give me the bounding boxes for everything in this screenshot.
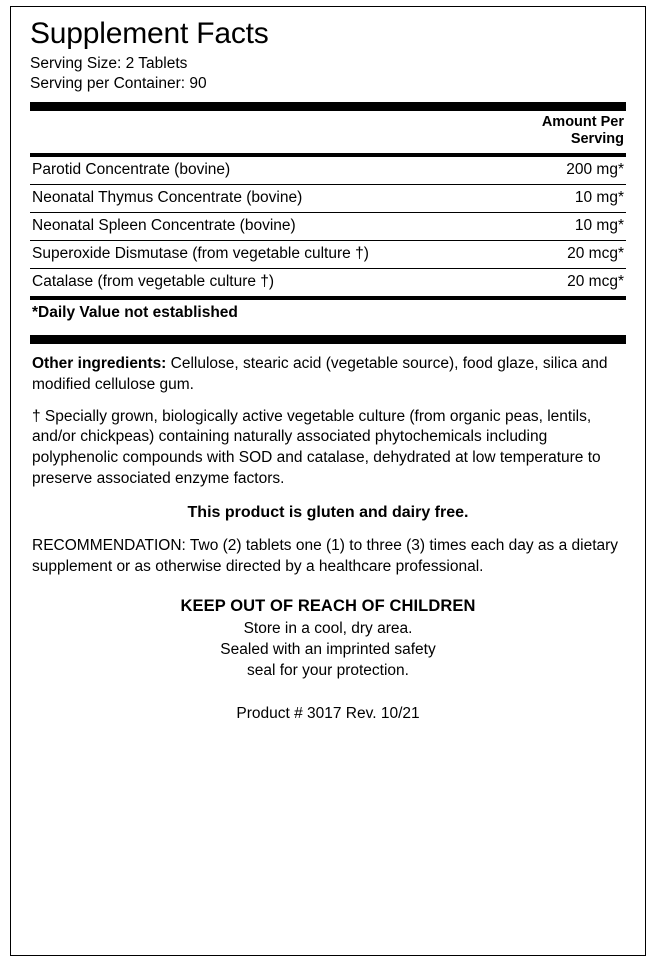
table-row <box>30 213 626 241</box>
nutrient-amount: 200 mg* <box>537 157 626 185</box>
other-ingredients <box>30 354 626 396</box>
nutrition-table <box>30 157 626 296</box>
storage-line-2: Sealed with an imprinted safety <box>220 641 436 659</box>
table-row <box>30 157 626 185</box>
nutrient-amount: 20 mcg* <box>567 273 624 291</box>
recommendation-text: Two (2) tablets one (1) to three (3) times each day as a dietary supplement or as otherwise directed by a healthcare professional. <box>32 536 619 575</box>
nutrient-amount: 10 mg* <box>537 213 626 241</box>
recommendation <box>30 536 626 578</box>
page-title: Supplement Facts <box>30 17 269 50</box>
amount-per-serving-header <box>30 111 626 153</box>
amount-header-line-1: Amount Per <box>541 113 624 130</box>
recommendation-label: RECOMMENDATION: <box>32 536 186 554</box>
servings-per-container: Serving per Container: 90 <box>30 74 207 92</box>
keep-out-of-reach-heading: KEEP OUT OF REACH OF CHILDREN <box>180 597 476 616</box>
storage-line-3: seal for your protection. <box>247 661 409 679</box>
nutrient-name: Parotid Concentrate (bovine) <box>30 157 537 185</box>
nutrient-name: Superoxide Dismutase (from vegetable culture †) <box>30 241 537 269</box>
table-row <box>30 269 626 297</box>
serving-size: Serving Size: 2 Tablets <box>30 54 188 72</box>
nutrient-amount: 10 mg* <box>537 185 626 213</box>
nutrient-name: Neonatal Thymus Concentrate (bovine) <box>30 185 537 213</box>
storage-line-1: Store in a cool, dry area. <box>243 620 413 638</box>
label-content <box>18 10 638 723</box>
nutrient-name: Neonatal Spleen Concentrate (bovine) <box>30 213 537 241</box>
daily-value-note: *Daily Value not established <box>32 304 238 322</box>
divider-thick-top <box>30 102 626 111</box>
table-row <box>30 185 626 213</box>
other-ingredients-text: Cellulose, stearic acid (vegetable source), food glaze, silica and modified cellulose gum. <box>32 355 608 393</box>
storage-instructions <box>30 619 626 681</box>
dagger-footnote: † Specially grown, biologically active vegetable culture (from organic peas, lentils, and/or chickpeas) containing naturally associated phytochemicals including polyphenolic compounds with SOD and catalase, dehydrated at low temperature to preserve associated enzyme factors. <box>32 407 601 487</box>
amount-header-line-2: Serving <box>570 131 624 148</box>
gluten-dairy-free-note: This product is gluten and dairy free. <box>187 503 469 521</box>
table-row <box>30 241 626 269</box>
product-number-revision: Product # 3017 Rev. 10/21 <box>236 704 420 722</box>
divider-thick-bottom <box>30 335 626 344</box>
nutrient-name: Catalase (from vegetable culture †) <box>32 273 275 291</box>
other-ingredients-label: Other ingredients: <box>32 355 167 373</box>
nutrient-amount: 20 mcg* <box>537 241 626 269</box>
